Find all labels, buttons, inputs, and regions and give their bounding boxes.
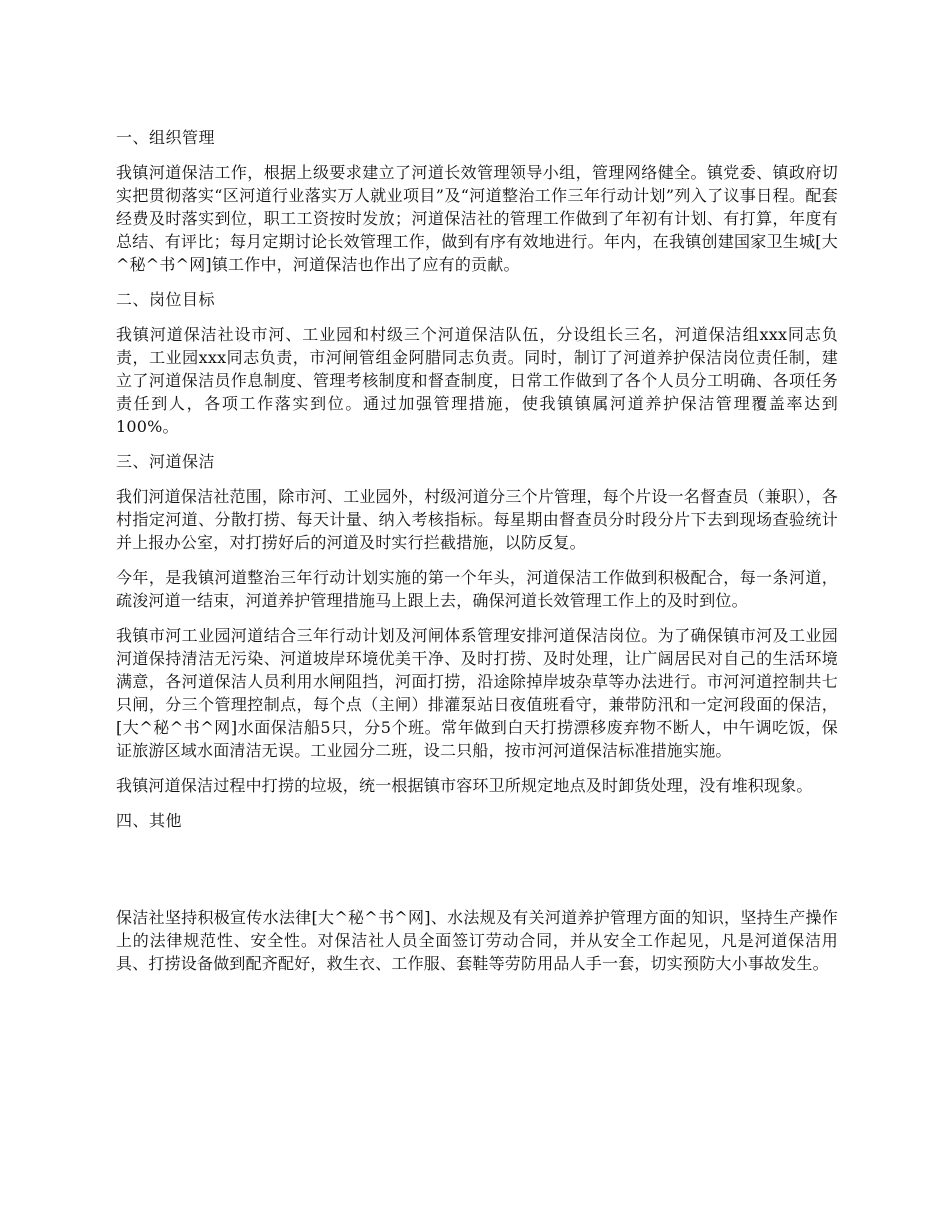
- section-heading-river-cleaning: 三、河道保洁: [116, 452, 216, 471]
- paragraph-organization: 我镇河道保洁工作，根据上级要求建立了河道长效管理领导小组，管理网络健全。镇党委、镇政府切实把贯彻落实“区河道行业落实万人就业项目”及“河道整治工作三年行动计划”列入了议事日程。配套经费及时落实到位，职工工资按时发放；河道保洁社的管理工作做到了年初有计划、有打算，年度有总结、有评比；每月定期讨论长效管理工作，做到有序有效地进行。年内，在我镇创建国家卫生城[大^秘^书^网]镇工作中，河道保洁也作出了应有的贡献。: [116, 163, 838, 274]
- section-heading-organization: 一、组织管理: [116, 128, 216, 147]
- paragraph-post-goals: 我镇河道保洁社设市河、工业园和村级三个河道保洁队伍，分设组长三名，河道保洁组xxx同志负责，工业园xxx同志负责，市河闸管组金阿腊同志负责。同时，制订了河道养护保洁岗位责任制，建立了河道保洁员作息制度、管理考核制度和督查制度，日常工作做到了各个人员分工明确、各项任务责任到人，各项工作落实到位。通过加强管理措施，使我镇镇属河道养护保洁管理覆盖率达到100%。: [116, 325, 838, 436]
- paragraph-river-cleaning-plan: 今年，是我镇河道整治三年行动计划实施的第一个年头，河道保洁工作做到积极配合，每一条河道，疏浚河道一结束，河道养护管理措施马上跟上去，确保河道长效管理工作上的及时到位。: [116, 568, 838, 610]
- document-page: [116, 126, 838, 987]
- paragraph-river-cleaning-scope: 我们河道保洁社范围，除市河、工业园外，村级河道分三个片管理，每个片设一名督查员（兼职），各村指定河道、分散打捞、每天计量、纳入考核指标。每星期由督查员分时段分片下去到现场查验统计并上报办公室，对打捞好后的河道及时实行拦截措施，以防反复。: [116, 487, 838, 552]
- paragraph-river-cleaning-arrangement: 我镇市河工业园河道结合三年行动计划及河闸体系管理安排河道保洁岗位。为了确保镇市河及工业园河道保持清洁无污染、河道坡岸环境优美干净、及时打捞、及时处理，让广阔居民对自己的生活环境满意，各河道保洁人员利用水闸阻挡，河面打捞，沿途除掉岸坡杂草等办法进行。市河河道控制共七只闸，分三个管理控制点，每个点（主闸）排灌泵站日夜值班看守，兼带防汛和一定河段面的保洁，[大^秘^书^网]水面保洁船5只，分5个班。常年做到白天打捞漂移废弃物不断人，中午调吃饭，保证旅游区域水面清洁无误。工业园分二班，设二只船，按市河河道保洁标准措施实施。: [116, 626, 838, 760]
- section-heading-post-goals: 二、岗位目标: [116, 290, 216, 309]
- blank-spacer: [116, 844, 838, 906]
- section-heading-other: 四、其他: [116, 811, 183, 830]
- paragraph-other: 保洁社坚持积极宣传水法律[大^秘^书^网]、水法规及有关河道养护管理方面的知识，坚持生产操作上的法律规范性、安全性。对保洁社人员全面签订劳动合同，并从安全工作起见，凡是河道保洁用具、打捞设备做到配齐配好，救生衣、工作服、套鞋等劳防用品人手一套，切实预防大小事故发生。: [116, 908, 838, 973]
- paragraph-river-cleaning-garbage: 我镇河道保洁过程中打捞的垃圾，统一根据镇市容环卫所规定地点及时卸货处理，没有堆积现象。: [116, 776, 813, 795]
